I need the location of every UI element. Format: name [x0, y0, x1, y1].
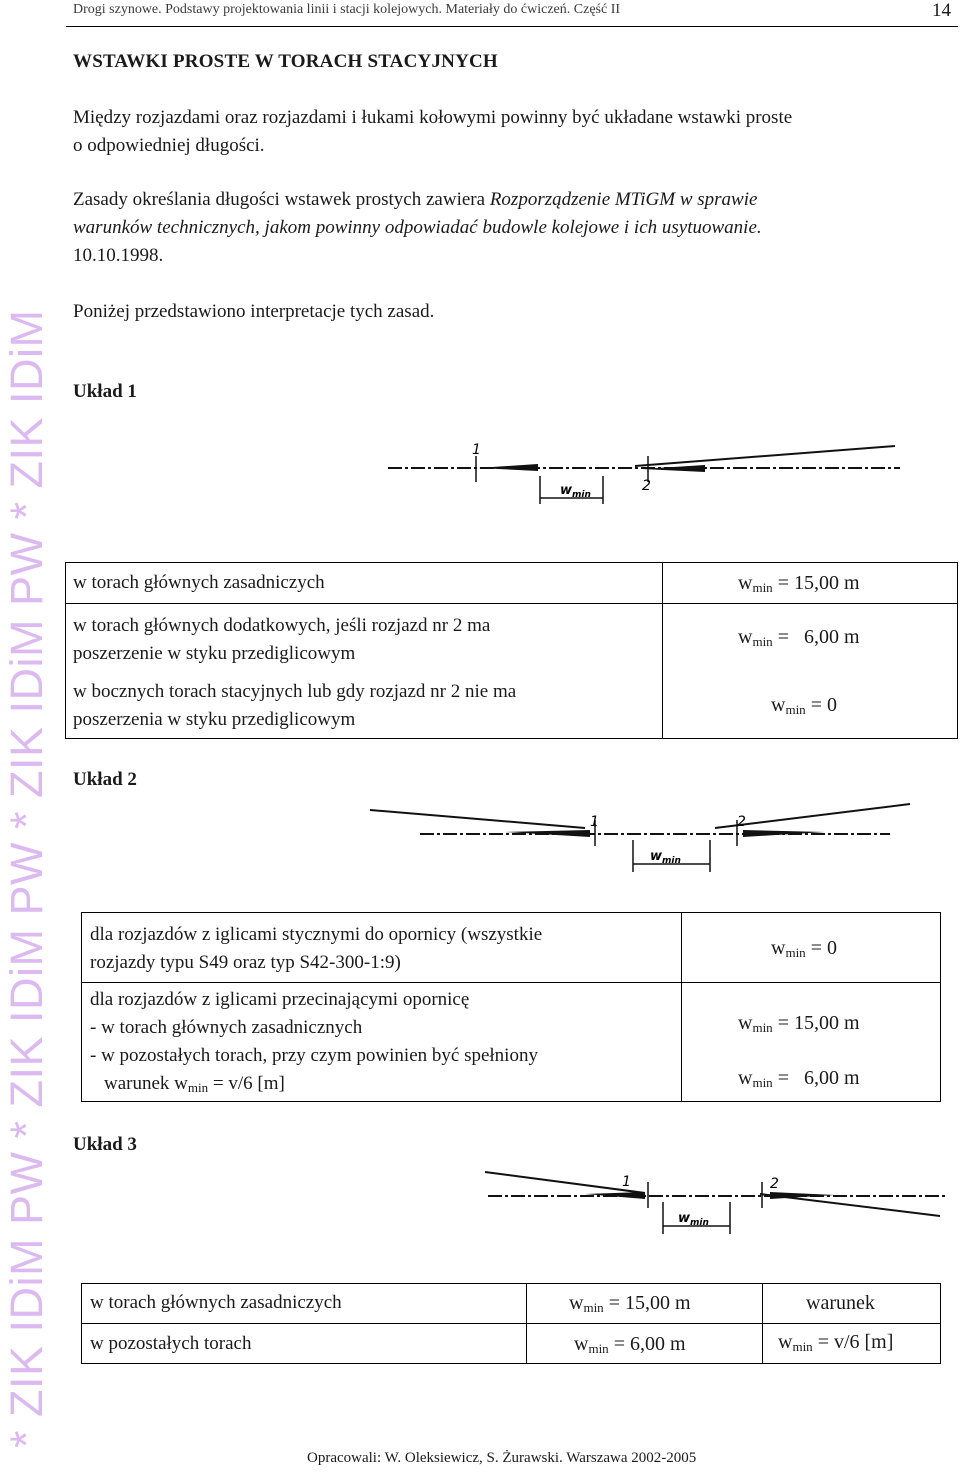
- diagram1-wmin-label: $w_{min}$: [560, 483, 591, 500]
- table-row: dla rozjazdów z iglicami przecinającymi opornicę - w torach głównych zasadnicznych - w pozostałych torach, przy czym powinien być spełniony warunek $w_{min} = v/6$ [m]: [90, 989, 538, 1095]
- header-rule: [66, 26, 958, 27]
- intro-paragraph-3: Poniżej przedstawiono interpretacje tych zasad.: [73, 301, 435, 322]
- wmin-value: $w_{min} = 6,00$ m: [738, 626, 860, 649]
- header-title: Drogi szynowe. Podstawy projektowania linii i stacji kolejowych. Materiały do ćwiczeń. Część II: [73, 2, 621, 17]
- diagram1-label-2: 2: [642, 478, 651, 494]
- uklad-3-table: [81, 1283, 941, 1364]
- wmin-value: $w_{min} = 15,00$ m: [569, 1292, 691, 1315]
- uklad-1-table: [65, 562, 958, 739]
- watermark: * ZIK IDiM PW * ZIK IDiM PW * ZIK IDiM PW * ZIK IDiM: [1, 309, 52, 1448]
- wmin-value: $w_{min} = 0$: [771, 694, 837, 717]
- page-number: 14: [932, 0, 951, 21]
- diagram3-wmin-label: $w_{min}$: [678, 1211, 709, 1228]
- diagram2-wmin-label: $w_{min}$: [650, 849, 681, 866]
- wmin-value: $w_{min} = 6,00$ m: [574, 1333, 686, 1356]
- uklad-3-diagram: [480, 1162, 950, 1247]
- wmin-value: $w_{min} = 0$: [771, 937, 837, 960]
- uklad-2-diagram: [365, 800, 925, 890]
- section-title: WSTAWKI PROSTE W TORACH STACYJNYCH: [73, 51, 498, 72]
- condition-label: warunek: [806, 1292, 875, 1314]
- wmin-value: $w_{min} = 15,00$ m: [738, 572, 860, 595]
- intro-p2-line1-a: Zasady określania długości wstawek prostych zawiera: [73, 189, 490, 210]
- intro-paragraph-2: [73, 186, 762, 270]
- diagram2-label-1: 1: [590, 814, 599, 830]
- intro-p1-line1: Między rozjazdami oraz rozjazdami i łukami kołowymi powinny być układane wstawki proste: [73, 107, 793, 128]
- uklad-2-title: Układ 2: [73, 769, 137, 790]
- diagram3-label-2: 2: [770, 1176, 779, 1192]
- page-header: [73, 2, 953, 24]
- diagram1-label-1: 1: [472, 442, 481, 458]
- uklad-1-diagram: [380, 438, 910, 518]
- uklad-2-table: [81, 912, 941, 1102]
- table-row: dla rozjazdów z iglicami stycznymi do opornicy (wszystkie rozjazdy typu S49 oraz typ S42-300-1:9): [90, 924, 543, 973]
- uklad-1-title: Układ 1: [73, 381, 137, 402]
- condition-value: $w_{min} = v/6$ [m]: [778, 1331, 894, 1354]
- diagram3-label-1: 1: [622, 1174, 631, 1190]
- regulation-name: Rozporządzenie MTiGM w sprawie: [489, 189, 758, 210]
- diagram2-label-2: 2: [737, 814, 746, 830]
- table-row: w pozostałych torach: [90, 1333, 252, 1354]
- intro-p2-line2: warunków technicznych, jakom powinny odpowiadać budowle kolejowe i ich usytuowanie.: [73, 217, 762, 238]
- intro-p1-line2: o odpowiedniej długości.: [73, 135, 265, 156]
- intro-p2-line1: [73, 186, 762, 214]
- wmin-value: $w_{min} = 15,00$ m: [738, 1012, 860, 1035]
- wmin-value: $w_{min} = 6,00$ m: [738, 1067, 860, 1090]
- table-row: w torach głównych zasadniczych: [73, 572, 325, 593]
- table-row: w torach głównych dodatkowych, jeśli rozjazd nr 2 ma poszerzenie w styku przediglicowym: [73, 615, 491, 664]
- uklad-3-title: Układ 3: [73, 1134, 137, 1155]
- intro-p2-line3: 10.10.1998.: [73, 245, 164, 266]
- table-row: w torach głównych zasadniczych: [90, 1292, 342, 1313]
- intro-paragraph-1: [73, 104, 792, 160]
- table-row: w bocznych torach stacyjnych lub gdy rozjazd nr 2 nie ma poszerzenia w styku przediglicowym: [73, 681, 517, 730]
- footer: Opracowali: W. Oleksiewicz, S. Żurawski. Warszawa 2002-2005: [307, 1450, 697, 1466]
